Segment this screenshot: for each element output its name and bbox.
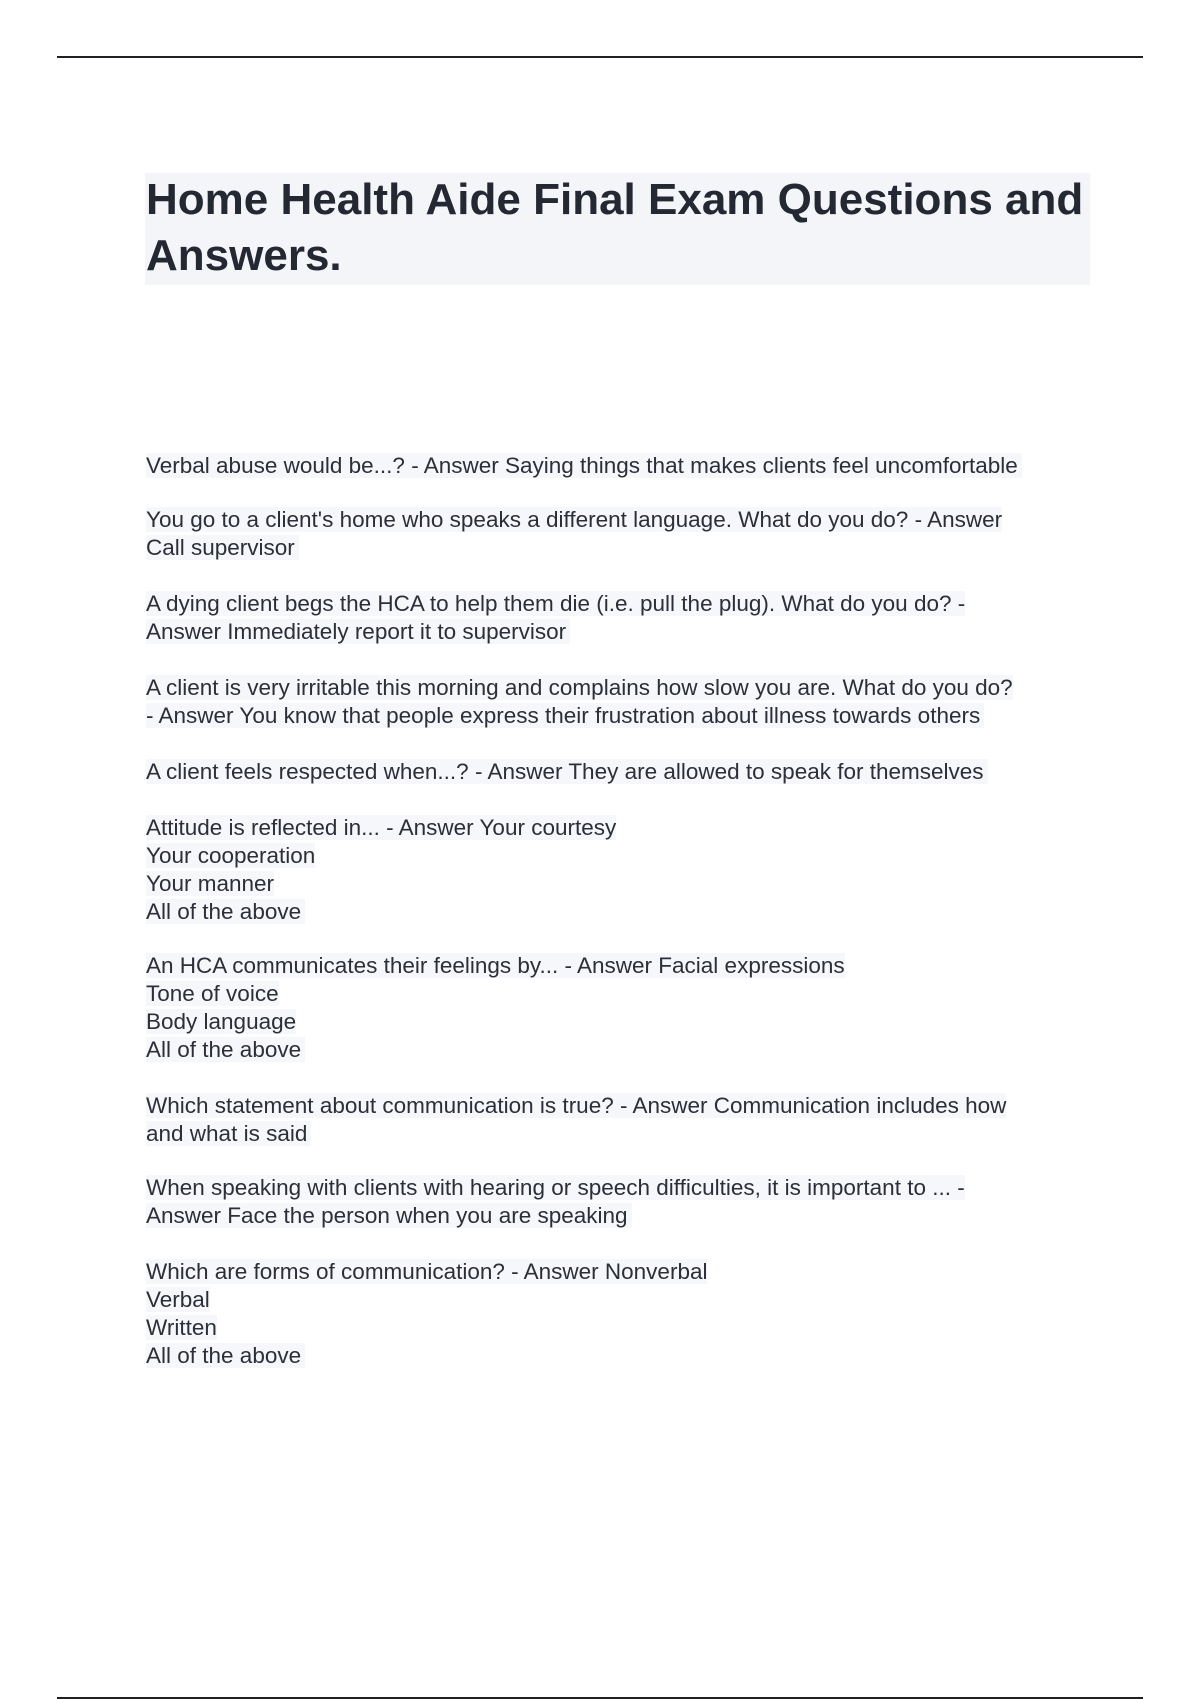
qa-item-7 bbox=[146, 952, 845, 1064]
qa-item-2-text: You go to a client's home who speaks a different language. What do you do? - Answer Call supervisor bbox=[146, 507, 1003, 560]
qa-item-10 bbox=[146, 1258, 707, 1370]
qa-item-4-text: A client is very irritable this morning and complains how slow you are. What do you do? - Answer You know that people express their frustration about illness towards others bbox=[146, 675, 1013, 728]
bottom-rule bbox=[57, 1697, 1143, 1699]
qa-item-5 bbox=[146, 758, 988, 786]
qa-item-6 bbox=[146, 814, 616, 926]
qa-item-5-text: A client feels respected when...? - Answer They are allowed to speak for themselves bbox=[146, 759, 988, 784]
qa-item-1 bbox=[146, 452, 1022, 480]
qa-item-6-text: Attitude is reflected in... - Answer Your courtesy Your cooperation Your manner All of the above bbox=[146, 815, 617, 924]
qa-item-10-text: Which are forms of communication? - Answer Nonverbal Verbal Written All of the above bbox=[146, 1259, 708, 1368]
qa-item-8-text: Which statement about communication is true? - Answer Communication includes how and what is said bbox=[146, 1093, 1007, 1146]
document-title: Home Health Aide Final Exam Questions and Answers. bbox=[146, 175, 1084, 280]
qa-item-3-text: A dying client begs the HCA to help them die (i.e. pull the plug). What do you do? - Answer Immediately report it to supervisor bbox=[146, 591, 966, 644]
qa-item-7-text: An HCA communicates their feelings by... - Answer Facial expressions Tone of voice Body language All of the above bbox=[146, 953, 845, 1062]
qa-item-4 bbox=[146, 674, 1013, 730]
qa-item-9 bbox=[146, 1174, 965, 1230]
qa-item-9-text: When speaking with clients with hearing or speech difficulties, it is important to ... - Answer Face the person when you are speaking bbox=[146, 1175, 965, 1228]
top-rule bbox=[57, 56, 1143, 58]
qa-item-3 bbox=[146, 590, 965, 646]
qa-item-1-text: Verbal abuse would be...? - Answer Saying things that makes clients feel uncomfortable bbox=[146, 453, 1022, 478]
qa-item-2 bbox=[146, 506, 1002, 562]
qa-item-8 bbox=[146, 1092, 1006, 1148]
